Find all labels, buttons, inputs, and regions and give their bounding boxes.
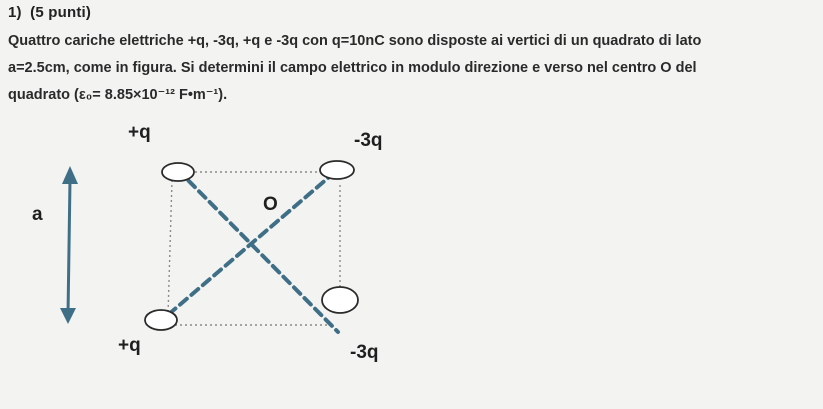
square-outline — [165, 172, 340, 325]
square-left-side — [168, 180, 172, 315]
square-diagonals — [162, 170, 338, 332]
arrow-shaft — [68, 180, 70, 315]
exercise-number: 1) — [8, 4, 22, 21]
exercise-header — [8, 4, 91, 21]
label-top-right-charge: -3q — [354, 130, 383, 151]
problem-line-1: Quattro cariche elettriche +q, -3q, +q e -3q con q=10nC sono disposte ai vertici di un quadrato di lato — [8, 33, 702, 49]
arrow-head-up — [62, 166, 78, 184]
label-side-a: a — [32, 204, 43, 225]
problem-line-3: quadrato (ε₀= 8.85×10⁻¹² F•m⁻¹). — [8, 87, 228, 103]
label-bottom-left-charge: +q — [118, 335, 141, 356]
charge-circle-top-left — [162, 163, 194, 181]
charge-circle-bottom-right — [322, 287, 358, 313]
problem-statement — [8, 28, 808, 109]
exercise-points: (5 punti) — [30, 4, 92, 21]
charge-circle-top-right — [320, 161, 354, 179]
side-length-arrow — [60, 166, 78, 324]
arrow-head-down — [60, 308, 76, 324]
label-top-left-charge: +q — [128, 122, 151, 143]
diagonal-topright-bottomleft — [162, 172, 335, 320]
label-bottom-right-charge: -3q — [350, 342, 379, 363]
charge-circle-bottom-left — [145, 310, 177, 330]
diagonal-topleft-bottomright — [178, 170, 338, 332]
problem-line-2: a=2.5cm, come in figura. Si determini il campo elettrico in modulo direzione e verso nel centro O del — [8, 60, 697, 76]
charge-square-figure — [0, 110, 823, 409]
figure-drawing — [0, 110, 823, 409]
label-center-o: O — [263, 194, 278, 215]
